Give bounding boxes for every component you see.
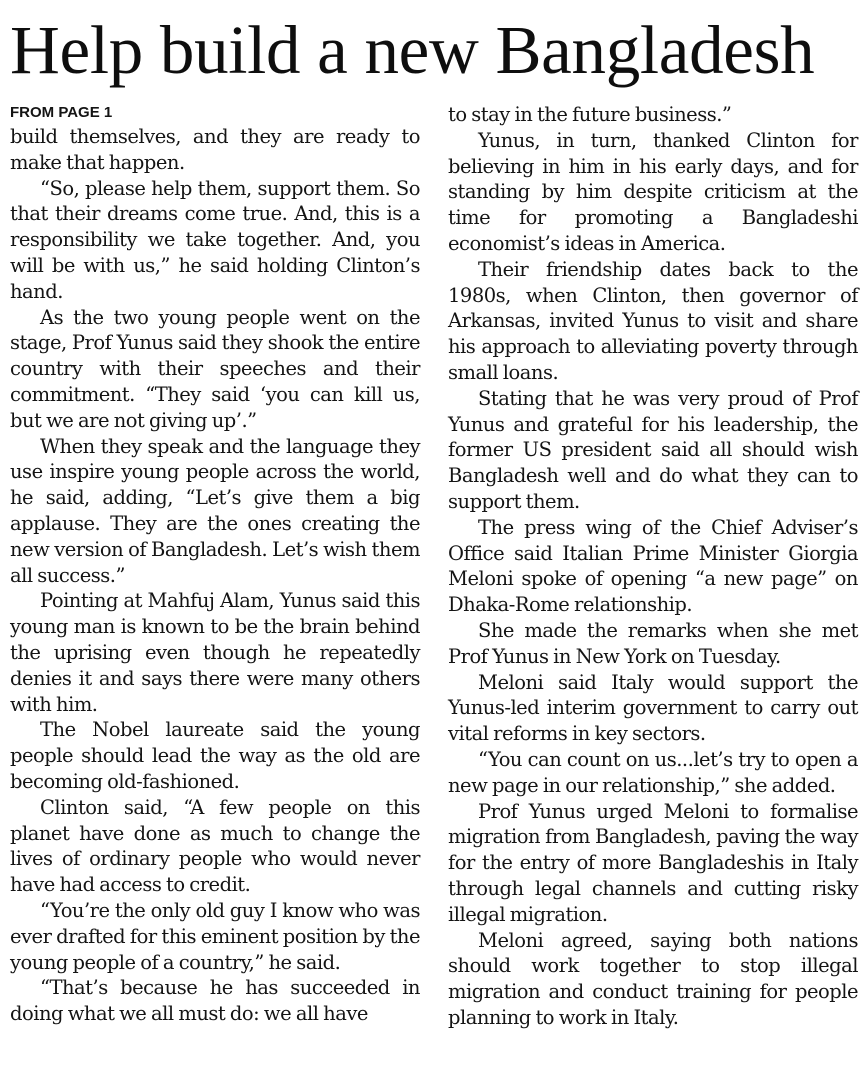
headline: Help build a new Bangladesh (10, 12, 815, 88)
paragraph: The Nobel laureate said the young people should lead the way as the old are becoming old-fashioned. (10, 718, 420, 793)
paragraph: Clinton said, “A few people on this planet have done as much to change the lives of ordinary people who would never have had access to credit. (10, 795, 420, 897)
paragraph: The press wing of the Chief Adviser’s Office said Italian Prime Minister Giorgia Meloni spoke of opening “a new page” on Dhaka-Rome relationship. (448, 515, 858, 617)
paragraph: Prof Yunus urged Meloni to formalise migration from Bangladesh, paving the way for the entry of more Bangladeshis in Italy through legal channels and cutting risky illegal migration. (448, 799, 858, 926)
paragraph: Meloni agreed, saying both nations should work together to stop illegal migration and conduct training for people planning to work in Italy. (448, 928, 858, 1029)
paragraph: She made the remarks when she met Prof Yunus in New York on Tuesday. (448, 618, 858, 668)
paragraph: Yunus, in turn, thanked Clinton for believing in him in his early days, and for standing by him despite criticism at the time for promoting a Bangladeshi economist’s ideas in America. (448, 128, 858, 255)
paragraph: Meloni said Italy would support the Yunus-led interim government to carry out vital reforms in key sectors. (448, 670, 858, 746)
paragraph: “That’s because he has succeeded in doing what we all must do: we all have (10, 976, 420, 1026)
paragraph: When they speak and the language they use inspire young people across the world, he said, adding, “Let’s give them a big applause. They are the ones creating the new version of Bangladesh. Let’s wish them all success.” (10, 434, 420, 587)
paragraph: to stay in the future business.” (448, 103, 732, 126)
column-left (10, 102, 420, 1068)
paragraph: Pointing at Mahfuj Alam, Yunus said this young man is known to be the brain behind the uprising even though he repeatedly denies it and says there were many others with him. (10, 589, 420, 716)
paragraph: “So, please help them, support them. So that their dreams come true. And, this is a responsibility we take together. And, you will be with us,” he said holding Clinton’s hand. (10, 176, 420, 303)
paragraph: Their friendship dates back to the 1980s, when Clinton, then governor of Arkansas, invited Yunus to visit and share his approach to alleviating poverty through small loans. (448, 257, 858, 384)
paragraph: Stating that he was very proud of Prof Yunus and grateful for his leadership, the former US president said all should wish Bangladesh well and do what they can to support them. (448, 386, 858, 513)
jump-label: FROM PAGE 1 (10, 104, 113, 121)
paragraph: “You can count on us...let’s try to open a new page in our relationship,” she added. (448, 747, 858, 797)
paragraph: build themselves, and they are ready to make that happen. (10, 125, 420, 174)
column-right (448, 102, 858, 1068)
paragraph: “You’re the only old guy I know who was ever drafted for this eminent position by the young people of a country,” he said. (10, 898, 420, 974)
paragraph: As the two young people went on the stage, Prof Yunus said they shook the entire country with their speeches and their commitment. “They said ‘you can kill us, but we are not giving up’.” (10, 305, 420, 432)
